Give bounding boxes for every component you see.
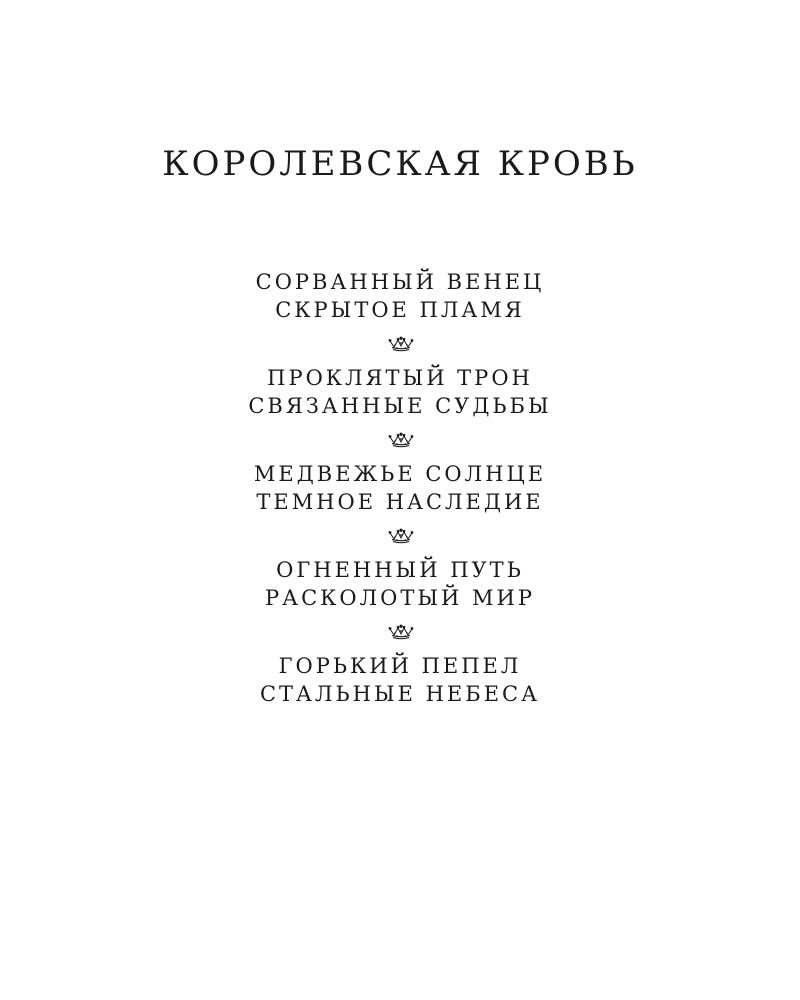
book-title: ОГНЕННЫЙ ПУТЬ [276, 558, 524, 582]
crown-divider [0, 420, 800, 460]
book-title: СТАЛЬНЫЕ НЕБЕСА [259, 682, 540, 706]
crown-icon [387, 432, 415, 448]
book-group [0, 268, 800, 324]
book-title: РАСКОЛОТЫЙ МИР [265, 586, 535, 610]
book-group [0, 556, 800, 612]
crown-icon [387, 624, 415, 640]
book-title: МЕДВЕЖЬЕ СОЛНЦЕ [253, 462, 547, 486]
crown-divider [0, 612, 800, 652]
book-title: ГОРЬКИЙ ПЕПЕЛ [278, 654, 522, 678]
book-group [0, 652, 800, 708]
crown-icon [387, 336, 415, 352]
crown-divider [0, 324, 800, 364]
book-group [0, 460, 800, 516]
book-title: СОРВАННЫЙ ВЕНЕЦ [255, 270, 545, 294]
book-title: СВЯЗАННЫЕ СУДЬБЫ [248, 394, 552, 418]
book-title: ТЕМНОЕ НАСЛЕДИЕ [256, 490, 544, 514]
crown-divider [0, 516, 800, 556]
book-title: ПРОКЛЯТЫЙ ТРОН [267, 366, 533, 390]
book-title: СКРЫТОЕ ПЛАМЯ [275, 298, 525, 322]
book-group [0, 364, 800, 420]
book-list [0, 268, 800, 708]
crown-icon [387, 528, 415, 544]
series-title: КОРОЛЕВСКАЯ КРОВЬ [162, 144, 638, 184]
